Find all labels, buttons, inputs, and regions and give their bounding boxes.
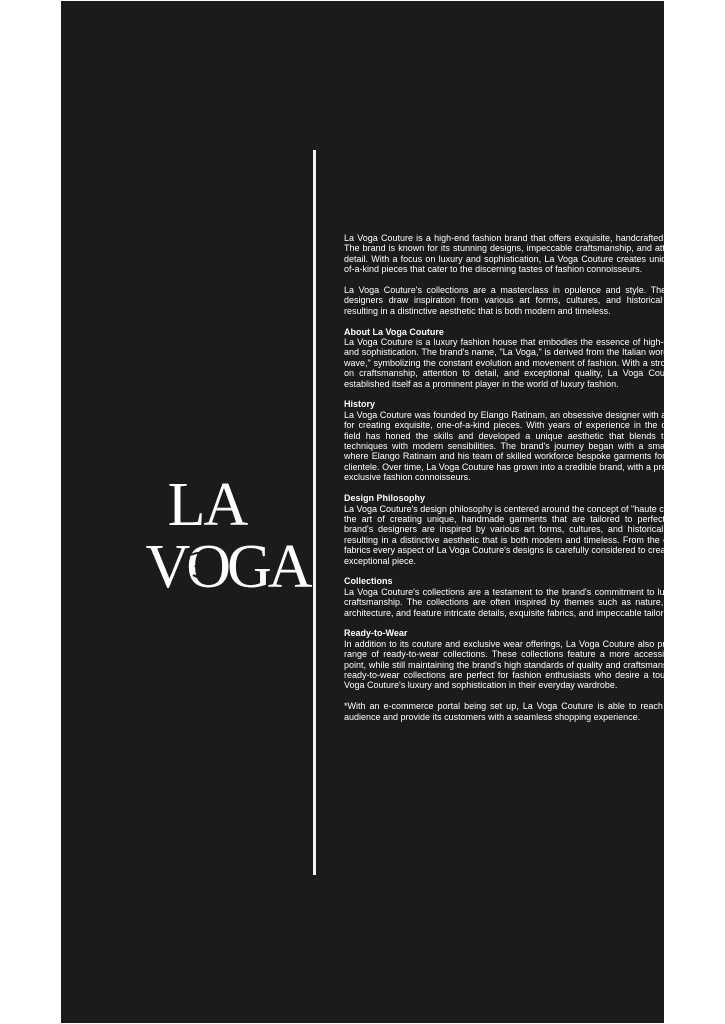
intro-paragraph-1: La Voga Couture is a high-end fashion brand that offers exquisite, handcrafted clothing. The brand is known for its stunning designs, impeccable craftsmanship, and attention to detail. With a focus on luxury and sophistication, La Voga Couture creates unique, one-of-a-kind pieces that cater to the discerning tastes of fashion connoisseurs. [344, 233, 700, 275]
section-history [344, 399, 700, 482]
section-body: La Voga Couture's collections are a testament to the brand's commitment to luxury and craftsmanship. The collections are often inspired by themes such as nature, art, and architecture, and feature intricate details, exquisite fabrics, and impeccable tailoring. [344, 586, 700, 618]
section-heading: Ready-to-Wear [344, 628, 408, 639]
section-body: La Voga Couture's design philosophy is centered around the concept of "haute couture" – the art of creating unique, handmade garments that are tailored to perfection. The brand's designers are inspired by various art forms, cultures, and historical periods, resulting in a distinctive aesthetic that is both modern and timeless. From the choice of fabrics every aspect of La Voga Couture's designs is carefully considered to create a truly exceptional piece. [344, 503, 700, 566]
section-ready-to-wear [344, 628, 700, 690]
section-body: La Voga Couture is a luxury fashion house that embodies the essence of high-end style and sophistication. The brand's name, "La Voga," is derived from the Italian word for "the wave," symbolizing the constant evolution and movement of fashion. With a strong focus on craftsmanship, attention to detail, and exceptional quality, La Voga Couture has established itself as a prominent player in the world of luxury fashion. [344, 337, 700, 389]
logo-graphic [137, 467, 317, 597]
section-heading: History [344, 399, 376, 410]
closing-note: *With an e-commerce portal being set up, La Voga Couture is able to reach a global audience and provide its customers with a seamless shopping experience. [344, 701, 700, 722]
section-body: La Voga Couture was founded by Elango Ratinam, an obsessive designer with a passion for creating exquisite, one-of-a-kind pieces. With years of experience in the designing field has honed the skills and developed a unique aesthetic that blends traditional techniques with modern sensibilities. The brand's journey began with a small atelier, where Elango Ratinam and his team of skilled workforce bespoke garments for a select clientele. Over time, La Voga Couture has grown into a credible brand, with a presence in exclusive fashion connoisseurs. [344, 409, 700, 483]
intro-paragraph-2: La Voga Couture's collections are a masterclass in opulence and style. The brand's designers draw inspiration from various art forms, cultures, and historical periods, resulting in a distinctive aesthetic that is both modern and timeless. [344, 285, 700, 316]
section-about [344, 327, 700, 389]
logo-line1: LA [167, 471, 247, 539]
brand-description [344, 233, 700, 732]
document-page [61, 1, 700, 1023]
section-collections [344, 576, 700, 618]
section-heading: About La Voga Couture [344, 326, 444, 337]
la-voga-logo [137, 467, 317, 597]
section-heading: Design Philosophy [344, 493, 426, 504]
vertical-divider [313, 150, 316, 875]
logo-line2: VOGA [145, 533, 309, 597]
section-heading: Collections [344, 576, 393, 587]
section-body: In addition to its couture and exclusive wear offerings, La Voga Couture also presents a range of ready-to-wear collections. These collections feature a more accessible price point, while still maintaining the brand's high standards of quality and craftsmanship. The ready-to-wear collections are perfect for fashion enthusiasts who desire a touch of La Voga Couture's luxury and sophistication in their everyday wardrobe. [344, 638, 700, 691]
section-design-philosophy [344, 493, 700, 566]
